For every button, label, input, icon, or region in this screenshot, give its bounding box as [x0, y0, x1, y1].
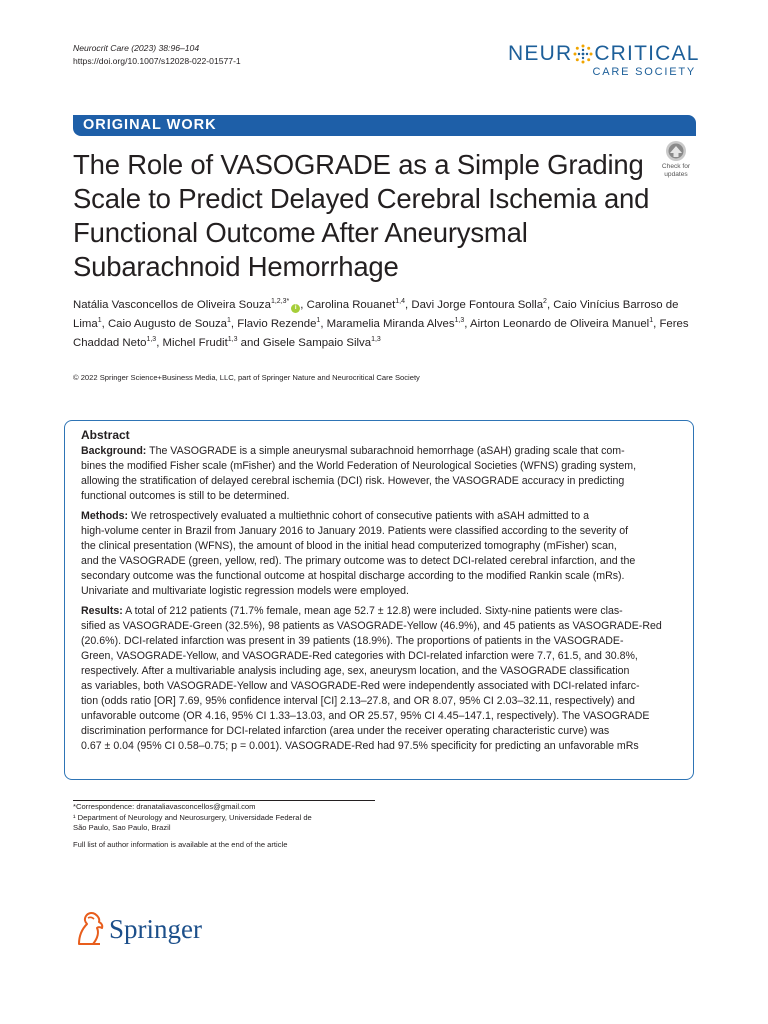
logo-neuron-icon	[573, 44, 593, 64]
abstract-text: (20.6%). DCI-related infarction was present in 39 patients (18.9%). The proportions of patients in the VASOGRADE-	[81, 635, 624, 647]
abstract-line	[81, 679, 681, 694]
neurocritical-care-society-logo	[508, 40, 700, 82]
author-name: Maramelia Miranda Alves	[326, 318, 455, 330]
author-name: Davi Jorge Fontoura Solla	[411, 299, 544, 311]
correspondence-email[interactable]: *Correspondence: dranataliavasconcellos@gmail.com	[73, 802, 256, 811]
abstract-line	[81, 694, 681, 709]
abstract-text: functional outcomes is still to be determined.	[81, 490, 290, 502]
check-updates-line1: Check for	[661, 163, 691, 170]
orcid-icon[interactable]: i	[291, 304, 300, 313]
author-name: Natália Vasconcellos de Oliveira Souza	[73, 299, 271, 311]
author-name: Gisele Sampaio Silva	[262, 337, 372, 349]
springer-logo	[73, 908, 223, 952]
springer-horse-icon	[73, 910, 107, 946]
abstract-line	[81, 649, 681, 664]
footnote-divider	[73, 800, 375, 801]
abstract-heading: Abstract	[81, 428, 130, 442]
author-name: Carolina Rouanet	[306, 299, 396, 311]
author-affiliation-marker: 1	[97, 317, 102, 325]
springer-wordmark: Springer	[109, 914, 202, 944]
author-name: Flavio Rezende	[237, 318, 317, 330]
abstract-line	[81, 444, 681, 459]
check-for-updates-badge[interactable]	[656, 140, 696, 180]
author-info-note: Full list of author information is available at the end of the article	[73, 839, 288, 849]
author-affiliation-marker: 1,3	[227, 336, 238, 344]
abstract-text: The VASOGRADE is a simple aneurysmal subarachnoid hemorrhage (aSAH) grading scale that com-	[149, 445, 625, 457]
footnotes	[73, 802, 373, 850]
author-affiliation-marker: 1	[316, 317, 321, 325]
logo-subtitle: CARE SOCIETY	[592, 66, 696, 78]
abstract-text: discrimination performance for DCI-related infarction (area under the receiver operating characteristic curve) was	[81, 725, 610, 737]
author-list: Natália Vasconcellos de Oliveira Souza$^{1,2,3*}$i , Carolina Rouanet$^{1,4}$, Davi Jorge Fontoura Solla$^2$, Caio Vinícius Barroso de Lima$^1$, Caio Augusto de Souza$^1$, Flavio Rezende$^1$, Maramelia Miranda Alves$^{1,3}$, Airton Leonardo de Oliveira Manuel$^1$, Feres Chaddad Neto$^{1,3}$, Michel Frudit$^{1,3}$ and Gisele Sampaio Silva$^{1,3}$	[73, 298, 689, 349]
journal-citation	[73, 42, 241, 68]
author-affiliation-marker: 1	[227, 317, 231, 325]
abstract-text: Univariate and multivariate logistic regression models were employed.	[81, 585, 409, 597]
abstract-text: as variables, both VASOGRADE-Yellow and VASOGRADE-Red were independently associated with DCI-related infarc-	[81, 680, 640, 692]
copyright-notice: © 2022 Springer Science+Business Media, LLC, part of Springer Nature and Neurocritical Care Society	[73, 373, 420, 382]
author-affiliation-marker: 1,3	[454, 317, 465, 325]
affiliation-line-1: ¹ Department of Neurology and Neurosurgery, Universidade Federal de	[73, 812, 312, 822]
abstract-section	[81, 604, 681, 754]
abstract-line	[81, 569, 681, 584]
abstract-text: Green, VASOGRADE-Yellow, and VASOGRADE-Red categories with DCI-related infarction were 7.7, 61.5, and 30.8%,	[81, 650, 638, 662]
author-affiliation-marker: 1,3	[371, 336, 381, 344]
abstract-section-label: Methods:	[81, 510, 129, 522]
author-name: Caio Augusto de Souza	[107, 318, 228, 330]
doi-link[interactable]: https://doi.org/10.1007/s12028-022-01577-1	[73, 56, 241, 66]
abstract-sections	[81, 444, 681, 754]
abstract-section	[81, 509, 681, 599]
author-affiliation-marker: 2	[543, 298, 547, 306]
abstract-text: A total of 212 patients (71.7% female, mean age 52.7 ± 12.8) were included. Sixty-nine patients were clas-	[125, 605, 623, 617]
abstract-line	[81, 709, 681, 724]
logo-text-left: NEUR	[508, 42, 573, 65]
abstract-text: sified as VASOGRADE-Green (32.5%), 98 patients as VASOGRADE-Yellow (46.9%), and 45 patients as VASOGRADE-Red	[81, 620, 662, 632]
author-name: Airton Leonardo de Oliveira Manuel	[470, 318, 650, 330]
check-updates-icon	[656, 140, 696, 164]
article-title: The Role of VASOGRADE as a Simple Grading Scale to Predict Delayed Cerebral Ischemia and Functional Outcome After Aneurysmal Subarachnoid Hemorrhage	[73, 149, 650, 282]
category-banner	[73, 115, 696, 136]
abstract-line	[81, 634, 681, 649]
abstract-line	[81, 724, 681, 739]
category-label: ORIGINAL WORK	[83, 117, 217, 133]
abstract-line	[81, 554, 681, 569]
author-affiliation-marker: 1,2,3*	[270, 298, 290, 306]
abstract-text: allowing the stratification of delayed cerebral ischemia (DCI) risk. However, the VASOGRADE accuracy in predicting	[81, 475, 625, 487]
abstract-text: bines the modified Fisher scale (mFisher) and the World Federation of Neurological Societies (WFNS) grading system,	[81, 460, 637, 472]
abstract-text: high-volume center in Brazil from January 2016 to January 2019. Patients were classified according to the severity of	[81, 525, 629, 537]
abstract-text: 0.67 ± 0.04 (95% CI 0.58–0.75; p = 0.001). VASOGRADE-Red had 97.5% specificity for predicting an unfavorable mRs	[81, 740, 639, 752]
abstract-line	[81, 524, 681, 539]
abstract-section-label: Background:	[81, 445, 147, 457]
abstract-line	[81, 539, 681, 554]
abstract-box	[64, 420, 694, 780]
abstract-section	[81, 444, 681, 504]
abstract-line	[81, 459, 681, 474]
abstract-line	[81, 664, 681, 679]
check-updates-label	[656, 163, 696, 178]
abstract-text: and the VASOGRADE (green, yellow, red). The primary outcome was to detect DCI-related cerebral infarction, and the	[81, 555, 636, 567]
abstract-line	[81, 619, 681, 634]
abstract-text: the clinical presentation (WFNS), the amount of blood in the initial head computerized tomography (mFisher) scan,	[81, 540, 617, 552]
journal-volume: Neurocrit Care (2023) 38:96–104	[73, 43, 200, 53]
author-affiliation-marker: 1,4	[395, 298, 405, 306]
abstract-line	[81, 739, 681, 754]
abstract-section-label: Results:	[81, 605, 123, 617]
author-name: Michel Frudit	[162, 337, 228, 349]
abstract-text: unfavorable outcome (OR 4.16, 95% CI 1.33–13.03, and OR 25.57, 95% CI 4.45–147.1, respectively). The VASOGRADE	[81, 710, 650, 722]
abstract-line	[81, 489, 681, 504]
abstract-text: secondary outcome was the functional outcome at hospital discharge according to the modified Rankin scale (mRs).	[81, 570, 625, 582]
abstract-line	[81, 474, 681, 489]
author-name: Feres Chaddad Neto	[73, 318, 689, 349]
abstract-line	[81, 584, 681, 599]
abstract-text: We retrospectively evaluated a multiethnic cohort of consecutive patients with aSAH admitted to a	[131, 510, 589, 522]
affiliation-line-2: São Paulo, Sao Paulo, Brazil	[73, 823, 171, 832]
abstract-line	[81, 509, 681, 524]
author-affiliation-marker: 1,3	[146, 336, 157, 344]
author-name: Caio Vinícius Barroso de Lima	[73, 299, 679, 330]
check-updates-line2: updates	[664, 170, 688, 178]
author-affiliation-marker: 1	[649, 317, 654, 325]
abstract-text: respectively. After a multivariable analysis including age, sex, aneurysm location, and the VASOGRADE classification	[81, 665, 630, 677]
abstract-line	[81, 604, 681, 619]
logo-text-right: CRITICAL	[594, 42, 700, 65]
abstract-text: tion (odds ratio [OR] 7.69, 95% confidence interval [CI] 2.13–27.8, and OR 8.07, 95% CI 2.03–32.11, respectively) and	[81, 695, 635, 707]
